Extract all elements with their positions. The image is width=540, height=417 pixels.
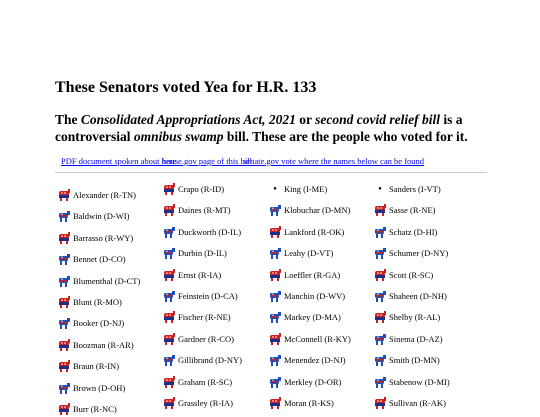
senator-list-item [163, 333, 234, 345]
senator-name: Blunt (R-MO) [73, 297, 122, 307]
senator-list-item [269, 247, 333, 259]
republican-elephant-icon [163, 397, 175, 409]
democrat-donkey-icon [269, 204, 281, 216]
republican-elephant-icon [269, 333, 281, 345]
senator-list-item [58, 253, 126, 265]
republican-elephant-icon [269, 269, 281, 281]
senator-name: King (I-ME) [284, 184, 328, 194]
senator-name: Fischer (R-NE) [178, 312, 231, 323]
senator-list-item [374, 397, 446, 409]
senator-name: Booker (D-NJ) [73, 318, 125, 329]
senate-gov-vote-link[interactable]: senate.gov vote where the names below can be found [243, 156, 425, 166]
senator-name: Stabenow (D-MI) [389, 376, 450, 387]
republican-elephant-icon [374, 204, 386, 216]
senator-name: Schatz (D-HI) [389, 226, 438, 237]
senator-list-item [269, 226, 344, 238]
senator-list-item [58, 317, 124, 329]
senator-name: Durbin (D-IL) [178, 248, 227, 259]
senator-name: Schumer (D-NY) [389, 248, 449, 259]
senator-list-item [163, 397, 233, 409]
senator-list-item [58, 275, 140, 287]
independent-bullet-icon: ● [378, 186, 382, 192]
senator-list-item [163, 226, 241, 238]
senator-name: Blumenthal (D-CT) [73, 275, 141, 286]
democrat-donkey-icon [374, 376, 386, 388]
democrat-donkey-icon [58, 275, 70, 287]
senator-list-item [58, 296, 122, 308]
republican-elephant-icon [163, 333, 175, 345]
senator-name: Merkley (D-OR) [284, 376, 342, 387]
senator-name: Moran (R-KS) [284, 398, 334, 408]
democrat-donkey-icon [269, 376, 281, 388]
senator-list-item [374, 354, 440, 366]
democrat-donkey-icon [58, 210, 70, 222]
democrat-donkey-icon [58, 253, 70, 265]
republican-elephant-icon [163, 269, 175, 281]
senator-name: Leahy (D-VT) [284, 248, 334, 259]
senator-name: Barrasso (R-WY) [73, 232, 134, 243]
senator-list-item [269, 311, 341, 323]
senator-list-item [163, 269, 221, 281]
senator-list-item [374, 247, 448, 259]
independent-bullet-icon: ● [273, 186, 277, 192]
senator-name: Sullivan (R-AK) [389, 398, 446, 408]
senator-list-item [374, 204, 436, 216]
democrat-donkey-icon [374, 354, 386, 366]
senator-list-item [163, 376, 232, 388]
senator-list-item [269, 333, 351, 345]
republican-elephant-icon [58, 232, 70, 244]
senator-name: Brown (D-OH) [73, 382, 126, 393]
senator-name: Scott (R-SC) [389, 269, 434, 280]
senator-list-item [58, 189, 136, 201]
intro-paragraph: The Consolidated Appropriations Act, 2021 or second covid relief bill is a controversial omnibus swamp bill. These are the people who voted for it. [55, 112, 468, 144]
senator-name: Duckworth (D-IL) [178, 226, 242, 237]
senator-list-item [269, 397, 334, 409]
page-title: These Senators voted Yea for H.R. 133 [55, 79, 317, 96]
senator-name: McConnell (R-KY) [284, 333, 351, 344]
senator-list-item [374, 376, 450, 388]
senator-name: Loeffler (R-GA) [284, 269, 341, 280]
democrat-donkey-icon [374, 333, 386, 345]
senator-name: Baldwin (D-WI) [73, 211, 130, 222]
democrat-donkey-icon [58, 382, 70, 394]
pdf-document-link[interactable]: PDF document spoken about here [61, 156, 177, 166]
republican-elephant-icon [163, 204, 175, 216]
democrat-donkey-icon [269, 311, 281, 323]
senator-name: Markey (D-MA) [284, 312, 341, 323]
senator-name: Burr (R-NC) [73, 404, 117, 414]
senator-name: Smith (D-MN) [389, 355, 440, 366]
act-title: Consolidated Appropriations Act, 2021 [80, 112, 296, 127]
senator-list-item [269, 290, 345, 302]
democrat-donkey-icon [374, 290, 386, 302]
senator-name: Alexander (R-TN) [73, 190, 137, 200]
republican-elephant-icon [269, 226, 281, 238]
senator-list-item [163, 354, 242, 366]
republican-elephant-icon [163, 311, 175, 323]
senator-name: Sasse (R-NE) [389, 205, 436, 216]
senator-list-item [163, 311, 231, 323]
senator-name: Manchin (D-WV) [284, 291, 346, 301]
senator-list-item [163, 290, 238, 302]
democrat-donkey-icon [58, 317, 70, 329]
democrat-donkey-icon [374, 247, 386, 259]
senator-list-item [269, 354, 346, 366]
senator-list-item [58, 360, 119, 372]
senator-name: Feinstein (D-CA) [178, 291, 238, 301]
senator-name: Graham (R-SC) [178, 376, 233, 387]
senator-list-item [269, 183, 327, 195]
republican-elephant-icon [163, 376, 175, 388]
democrat-donkey-icon [269, 290, 281, 302]
democrat-donkey-icon [163, 354, 175, 366]
republican-elephant-icon [374, 397, 386, 409]
senator-list-item [163, 204, 231, 216]
democrat-donkey-icon [163, 247, 175, 259]
democrat-donkey-icon [269, 354, 281, 366]
senator-list-item [374, 269, 433, 281]
senator-list-item [374, 290, 447, 302]
senator-name: Menendez (D-NJ) [284, 355, 346, 366]
senator-name: Lankford (R-OK) [284, 226, 345, 237]
senator-list-item [58, 382, 125, 394]
senator-name: Sinema (D-AZ) [389, 333, 443, 344]
house-gov-link[interactable]: house.gov page of this bill [162, 156, 252, 166]
republican-elephant-icon [58, 189, 70, 201]
republican-elephant-icon [58, 360, 70, 372]
senator-name: Boozman (R-AR) [73, 339, 134, 350]
senator-list-item [374, 333, 443, 345]
senator-list-item [269, 204, 350, 216]
senator-list-item [374, 311, 440, 323]
senator-name: Klobuchar (D-MN) [284, 205, 351, 216]
senator-list-item [269, 376, 341, 388]
senator-name: Bennet (D-CO) [73, 254, 126, 265]
republican-elephant-icon [163, 183, 175, 195]
senator-name: Ernst (R-IA) [178, 269, 222, 280]
source-links [55, 156, 487, 173]
republican-elephant-icon [58, 339, 70, 351]
democrat-donkey-icon [269, 247, 281, 259]
republican-elephant-icon [374, 311, 386, 323]
senator-list-item [374, 226, 437, 238]
senator-list-item [58, 210, 129, 222]
senator-list-item [58, 339, 134, 351]
bill-tag: omnibus swamp [133, 129, 224, 144]
alt-title: second covid relief bill [315, 112, 441, 127]
senator-name: Gardner (R-CO) [178, 333, 234, 344]
senator-list-item [163, 247, 227, 259]
senator-name: Gillibrand (D-NY) [178, 355, 242, 366]
senator-list-item [58, 232, 133, 244]
senator-name: Sanders (I-VT) [389, 184, 441, 194]
senator-list-item [374, 183, 441, 195]
senator-name: Shelby (R-AL) [389, 312, 441, 323]
senator-list-item [163, 183, 224, 195]
democrat-donkey-icon [163, 226, 175, 238]
senator-name: Crapo (R-ID) [178, 184, 225, 194]
senator-name: Braun (R-IN) [73, 361, 120, 372]
republican-elephant-icon [269, 397, 281, 409]
democrat-donkey-icon [374, 226, 386, 238]
senator-name: Shaheen (D-NH) [389, 291, 447, 301]
republican-elephant-icon [374, 269, 386, 281]
senator-name: Daines (R-MT) [178, 205, 231, 216]
senator-name: Grassley (R-IA) [178, 398, 233, 408]
republican-elephant-icon [58, 296, 70, 308]
democrat-donkey-icon [163, 290, 175, 302]
senator-list-item [269, 269, 340, 281]
